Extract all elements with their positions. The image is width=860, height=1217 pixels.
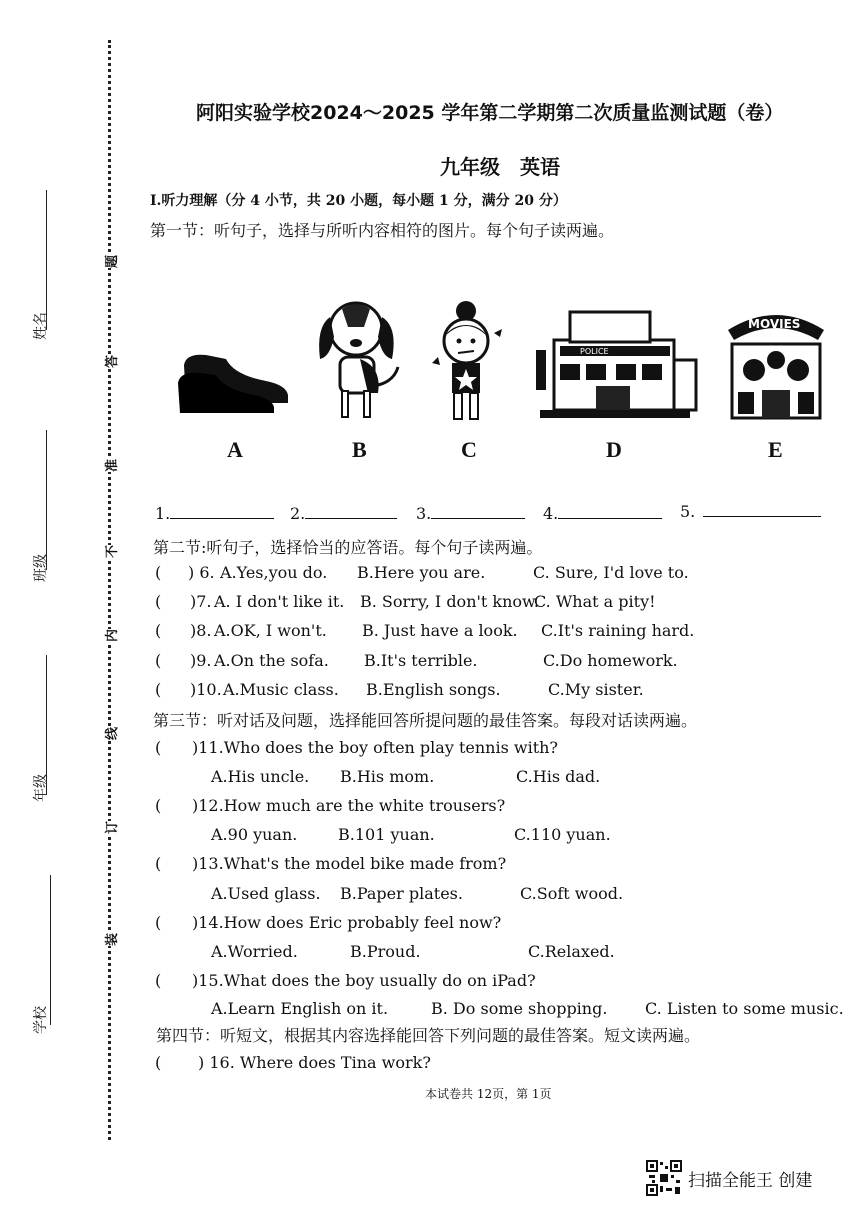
answer-blank-1[interactable] xyxy=(155,504,274,523)
option-c[interactable]: C.Do homework. xyxy=(543,651,678,670)
option-a[interactable]: A.Used glass. xyxy=(211,884,321,903)
answer-blank-3[interactable] xyxy=(416,504,525,523)
option-a[interactable]: A.Yes,you do. xyxy=(220,563,328,582)
section1-heading: 第一节：听句子，选择与所听内容相符的图片。每个句子读两遍。 xyxy=(150,221,615,240)
option-c[interactable]: C.Relaxed. xyxy=(528,942,615,961)
picture-label-a: A xyxy=(227,437,243,462)
question-text: )15.What does the boy usually do on iPad? xyxy=(192,971,536,990)
question-number: )7. xyxy=(190,592,212,611)
page-footer: 本试卷共 12页，第 1页 xyxy=(425,1087,552,1101)
option-c[interactable]: C.Soft wood. xyxy=(520,884,624,903)
answer-paren[interactable]: ( xyxy=(155,651,162,670)
question-number: )10. xyxy=(190,680,222,699)
name-label: 姓名 xyxy=(33,312,49,340)
section4-heading: 第四节：听短文，根据其内容选择能回答下列问题的最佳答案。短文读两遍。 xyxy=(156,1026,701,1045)
option-a[interactable]: A. I don't like it. xyxy=(214,592,345,611)
option-b[interactable]: B. Do some shopping. xyxy=(431,999,608,1018)
answer-paren[interactable]: ( xyxy=(155,738,162,757)
school-line xyxy=(50,875,51,1025)
section3-heading: 第三节：听对话及问题，选择能回答所提问题的最佳答案。每段对话读两遍。 xyxy=(153,711,698,730)
question-number: ) 6. xyxy=(188,563,215,582)
answer-paren[interactable]: ( xyxy=(155,796,162,815)
option-b[interactable]: B.Proud. xyxy=(350,942,421,961)
option-c[interactable]: C. Listen to some music. xyxy=(645,999,844,1018)
answer-blank-2[interactable] xyxy=(290,504,397,523)
svg-text:MOVIES: MOVIES xyxy=(748,317,801,331)
question-text: ) 16. Where does Tina work? xyxy=(198,1053,431,1072)
qr-code-icon xyxy=(646,1160,682,1196)
part1-heading: I.听力理解（分 4 小节，共 20 小题，每小题 1 分，满分 20 分） xyxy=(150,193,567,209)
option-c[interactable]: C.110 yuan. xyxy=(514,825,611,844)
option-a[interactable]: A.OK, I won't. xyxy=(214,621,327,640)
seal-char-8: 装 xyxy=(101,933,120,946)
answer-blank-label: 1. xyxy=(155,504,171,523)
picture-label-b: B xyxy=(352,437,367,462)
option-b[interactable]: B. Just have a look. xyxy=(362,621,518,640)
option-a[interactable]: A.90 yuan. xyxy=(211,825,298,844)
answer-paren[interactable]: ( xyxy=(155,1053,162,1072)
exam-title: 阿阳实验学校2024～2025 学年第二学期第二次质量监测试题（卷） xyxy=(196,102,784,124)
answer-paren[interactable]: ( xyxy=(155,913,162,932)
blank-line xyxy=(305,504,397,519)
question-text: )11.Who does the boy often play tennis with? xyxy=(192,738,558,757)
question-text: )13.What's the model bike made from? xyxy=(192,854,507,873)
scanner-brand-text: 扫描全能王 创建 xyxy=(688,1170,813,1191)
option-c[interactable]: C. Sure, I'd love to. xyxy=(533,563,689,582)
option-a[interactable]: A.Learn English on it. xyxy=(211,999,389,1018)
answer-paren[interactable]: ( xyxy=(155,854,162,873)
answer-blank-label: 5. xyxy=(680,502,696,521)
picture-label-e: E xyxy=(768,437,783,462)
blank-line xyxy=(431,504,525,519)
picture-label-c: C xyxy=(461,437,477,462)
option-b[interactable]: B.It's terrible. xyxy=(364,651,478,670)
option-b[interactable]: B.101 yuan. xyxy=(338,825,435,844)
picture-label-d: D xyxy=(606,437,622,462)
answer-paren[interactable]: ( xyxy=(155,563,162,582)
option-c[interactable]: C.It's raining hard. xyxy=(541,621,695,640)
seal-char-1: 题 xyxy=(101,255,120,268)
shoes-icon xyxy=(176,345,296,415)
answer-paren[interactable]: ( xyxy=(155,621,162,640)
class-line xyxy=(46,430,47,570)
blank-line xyxy=(703,502,821,517)
option-a[interactable]: A.Worried. xyxy=(211,942,298,961)
question-text: )14.How does Eric probably feel now? xyxy=(192,913,502,932)
police-station-icon xyxy=(530,300,700,425)
section2-heading: 第二节:听句子，选择恰当的应答语。每个句子读两遍。 xyxy=(153,538,543,557)
seal-char-2: 答 xyxy=(101,355,120,368)
answer-blank-label: 4. xyxy=(543,504,559,523)
svg-text:POLICE: POLICE xyxy=(580,347,609,356)
binding-line xyxy=(108,40,111,1140)
answer-blank-label: 2. xyxy=(290,504,306,523)
class-label: 班级 xyxy=(33,554,49,582)
option-c[interactable]: C. What a pity! xyxy=(534,592,656,611)
answer-paren[interactable]: ( xyxy=(155,680,162,699)
dog-icon xyxy=(312,297,407,427)
answer-blank-4[interactable] xyxy=(543,504,662,523)
option-c[interactable]: C.My sister. xyxy=(548,680,644,699)
seal-char-3: 准 xyxy=(101,459,120,472)
option-b[interactable]: B.English songs. xyxy=(366,680,501,699)
option-a[interactable]: A.Music class. xyxy=(223,680,339,699)
option-c[interactable]: C.His dad. xyxy=(516,767,601,786)
option-a[interactable]: A.His uncle. xyxy=(211,767,310,786)
option-b[interactable]: B.Here you are. xyxy=(357,563,486,582)
option-a[interactable]: A.On the sofa. xyxy=(214,651,329,670)
option-b[interactable]: B.Paper plates. xyxy=(340,884,463,903)
answer-blank-label: 3. xyxy=(416,504,432,523)
question-text: )12.How much are the white trousers? xyxy=(192,796,506,815)
option-b[interactable]: B.His mom. xyxy=(340,767,435,786)
cinema-icon xyxy=(718,300,833,425)
seal-char-5: 内 xyxy=(101,629,120,642)
question-number: )9. xyxy=(190,651,212,670)
option-b[interactable]: B. Sorry, I don't know. xyxy=(360,592,539,611)
answer-paren[interactable]: ( xyxy=(155,592,162,611)
name-line xyxy=(46,190,47,330)
exam-subtitle: 九年级 英语 xyxy=(440,155,560,179)
blank-line xyxy=(170,504,274,519)
grade-line xyxy=(46,655,47,795)
school-label: 学校 xyxy=(33,1006,49,1034)
girl-icon xyxy=(420,297,515,427)
seal-char-4: 不 xyxy=(101,545,120,558)
grade-label: 年级 xyxy=(33,774,49,802)
answer-blank-5[interactable] xyxy=(680,502,821,521)
scanner-brand xyxy=(646,1160,812,1196)
seal-char-6: 线 xyxy=(101,727,120,740)
answer-paren[interactable]: ( xyxy=(155,971,162,990)
question-number: )8. xyxy=(190,621,212,640)
blank-line xyxy=(558,504,662,519)
seal-char-7: 订 xyxy=(101,821,120,834)
